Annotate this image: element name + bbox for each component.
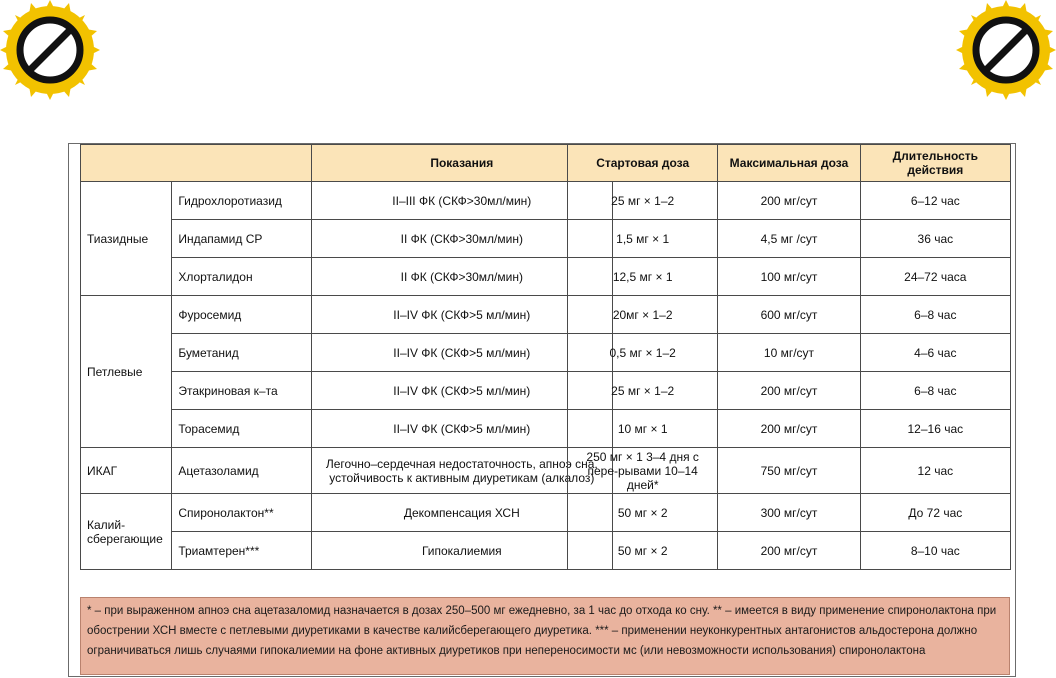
start-dose: 50 мг × 2 <box>568 532 718 570</box>
indication: II ФК (СКФ>30мл/мин) <box>311 220 612 258</box>
group-thiazide: Тиазидные <box>81 182 172 296</box>
start-dose: 250 мг × 1 3–4 дня с пере-рывами 10–14 дней* <box>568 448 718 494</box>
drug-name: Гидрохлоротиазид <box>172 182 311 220</box>
group-loop: Петлевые <box>81 296 172 448</box>
start-dose: 50 мг × 2 <box>568 494 718 532</box>
header-max-dose: Максимальная доза <box>718 145 860 182</box>
indication: Гипокалиемия <box>311 532 612 570</box>
drug-name: Фуросемид <box>172 296 311 334</box>
indication: II ФК (СКФ>30мл/мин) <box>311 258 612 296</box>
start-dose: 0,5 мг × 1–2 <box>568 334 718 372</box>
max-dose: 600 мг/сут <box>718 296 860 334</box>
drug-doses-table <box>567 144 1011 570</box>
drug-name: Триамтерен*** <box>172 532 311 570</box>
footnote: * – при выраженном апноэ сна ацетазаломид назначается в дозах 250–500 мг ежедневно, за 1 час до отхода ко сну. ** – имеется в виду применение спиронолактона при обострении ХСН вместе с петлевыми диуретиками в качестве калийсберегающего диуретика. *** – применении неуконкурентных антагонистов альдостерона должно ограничиваться лишь случаями гипокалиемии на фоне активных диуретиков при непереносимости мс (или невозможности использования) спиронолактона <box>80 597 1010 675</box>
max-dose: 200 мг/сут <box>718 532 860 570</box>
start-dose: 12,5 мг × 1 <box>568 258 718 296</box>
header-empty <box>81 145 312 182</box>
start-dose: 25 мг × 1–2 <box>568 372 718 410</box>
indication: Легочно–сердечная недостаточность, апноэ сна, устойчивость к активным диуретикам (алкалоз) <box>311 448 612 494</box>
start-dose: 1,5 мг × 1 <box>568 220 718 258</box>
indication: Декомпенсация ХСН <box>311 494 612 532</box>
group-potassium-sparing: Калий-сберегающие <box>81 494 172 570</box>
duration: 6–8 час <box>860 372 1010 410</box>
max-dose: 200 мг/сут <box>718 182 860 220</box>
max-dose: 4,5 мг /сут <box>718 220 860 258</box>
drug-name: Этакриновая к–та <box>172 372 311 410</box>
no-sign-badge-icon <box>0 0 100 100</box>
indication: II–IV ФК (СКФ>5 мл/мин) <box>311 410 612 448</box>
max-dose: 10 мг/сут <box>718 334 860 372</box>
max-dose: 300 мг/сут <box>718 494 860 532</box>
drug-name: Спиронолактон** <box>172 494 311 532</box>
start-dose: 20мг × 1–2 <box>568 296 718 334</box>
drug-name: Ацетазоламид <box>172 448 311 494</box>
max-dose: 200 мг/сут <box>718 372 860 410</box>
start-dose: 10 мг × 1 <box>568 410 718 448</box>
duration: 6–12 час <box>860 182 1010 220</box>
group-ikag: ИКАГ <box>81 448 172 494</box>
drug-name: Торасемид <box>172 410 311 448</box>
indication: II–III ФК (СКФ>30мл/мин) <box>311 182 612 220</box>
duration: До 72 час <box>860 494 1010 532</box>
indication: II–IV ФК (СКФ>5 мл/мин) <box>311 372 612 410</box>
max-dose: 100 мг/сут <box>718 258 860 296</box>
duration: 36 час <box>860 220 1010 258</box>
drug-indications-table <box>80 144 613 570</box>
header-start-dose: Стартовая доза <box>568 145 718 182</box>
drug-name: Индапамид СР <box>172 220 311 258</box>
duration: 12–16 час <box>860 410 1010 448</box>
header-duration: Длительность действия <box>860 145 1010 182</box>
drug-name: Хлорталидон <box>172 258 311 296</box>
duration: 6–8 час <box>860 296 1010 334</box>
indication: II–IV ФК (СКФ>5 мл/мин) <box>311 334 612 372</box>
duration: 12 час <box>860 448 1010 494</box>
start-dose: 25 мг × 1–2 <box>568 182 718 220</box>
duration: 24–72 часа <box>860 258 1010 296</box>
max-dose: 750 мг/сут <box>718 448 860 494</box>
header-indications: Показания <box>311 145 612 182</box>
drug-name: Буметанид <box>172 334 311 372</box>
indication: II–IV ФК (СКФ>5 мл/мин) <box>311 296 612 334</box>
duration: 4–6 час <box>860 334 1010 372</box>
no-sign-badge-icon <box>956 0 1056 100</box>
duration: 8–10 час <box>860 532 1010 570</box>
max-dose: 200 мг/сут <box>718 410 860 448</box>
diuretics-table-sheet <box>68 143 1016 677</box>
